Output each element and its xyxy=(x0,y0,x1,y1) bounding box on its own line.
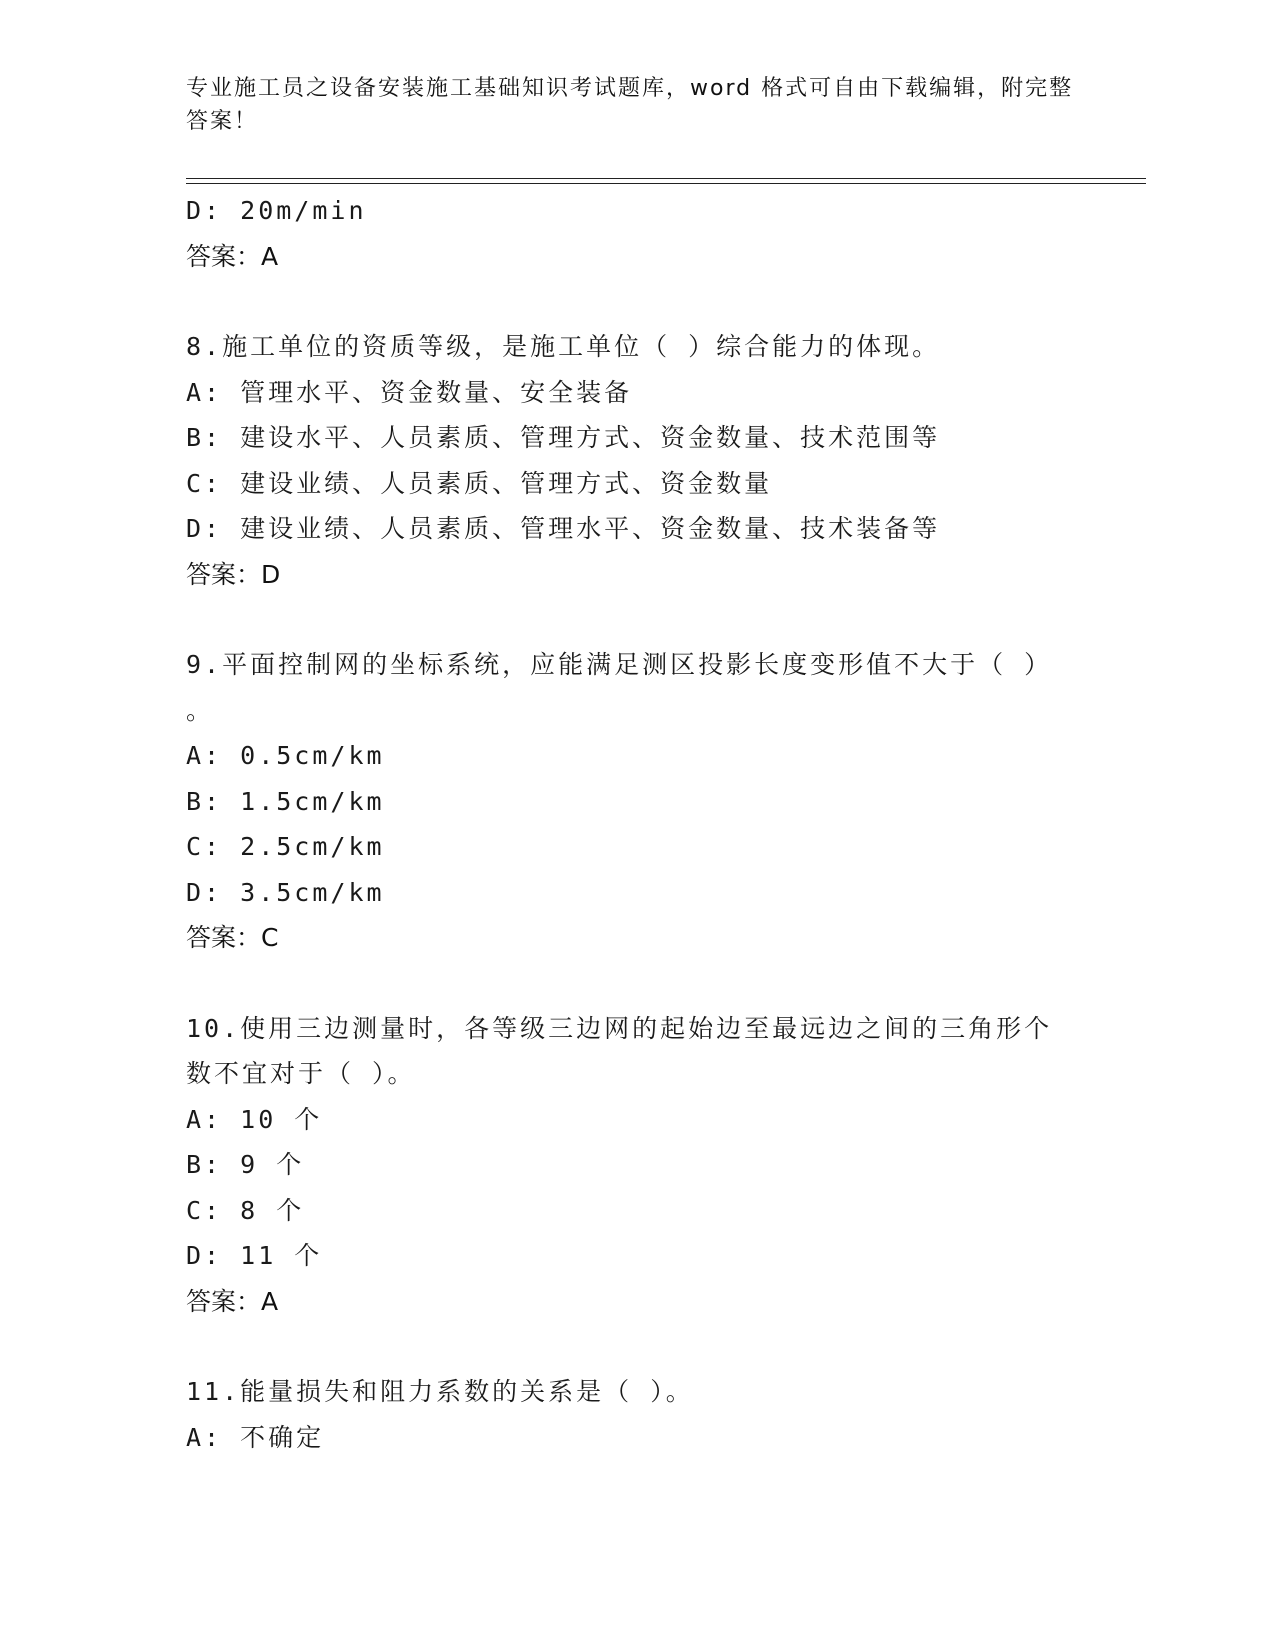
question-stem-line1: 10.使用三边测量时，各等级三边网的起始边至最远边之间的三角形个 xyxy=(186,1013,1053,1043)
question-9 xyxy=(186,642,1086,961)
question-stem: 11.能量损失和阻力系数的关系是（ ）。 xyxy=(186,1377,694,1406)
question-stem-line1: 9.平面控制网的坐标系统，应能满足测区投影长度变形值不大于（ ） xyxy=(186,650,1053,679)
document-header: 专业施工员之设备安装施工基础知识考试题库，word 格式可自由下载编辑，附完整答案！ xyxy=(186,76,1074,134)
header-rule-top xyxy=(186,178,1146,179)
question-stem-line2: 数不宜对于（ ）。 xyxy=(186,1059,416,1088)
answer: 答案：D xyxy=(186,559,281,589)
option-c: C: 建设业绩、人员素质、管理方式、资金数量 xyxy=(186,468,773,498)
answer: 答案：C xyxy=(186,923,279,952)
option-d: D: 3.5cm/km xyxy=(186,877,385,907)
option-c: C: 8 个 xyxy=(186,1195,305,1225)
question-content xyxy=(186,188,1086,1460)
question-11 xyxy=(186,1369,1086,1460)
question-8 xyxy=(186,324,1086,597)
option-a: A: 10 个 xyxy=(186,1104,323,1134)
prev-answer: 答案：A xyxy=(186,241,279,271)
question-stem-line2: 。 xyxy=(186,695,215,725)
option-a: A: 不确定 xyxy=(186,1422,325,1452)
option-b: B: 9 个 xyxy=(186,1150,305,1179)
option-b: B: 1.5cm/km xyxy=(186,786,385,816)
option-d: D: 建设业绩、人员素质、管理水平、资金数量、技术装备等 xyxy=(186,514,941,543)
option-b: B: 建设水平、人员素质、管理方式、资金数量、技术范围等 xyxy=(186,423,941,452)
option-c: C: 2.5cm/km xyxy=(186,832,385,861)
header-rule-bottom xyxy=(186,183,1146,184)
answer: 答案：A xyxy=(186,1286,279,1316)
question-10 xyxy=(186,1006,1086,1325)
option-a: A: 0.5cm/km xyxy=(186,741,385,770)
prev-option-d: D: 20m/min xyxy=(186,196,367,225)
option-d: D: 11 个 xyxy=(186,1241,323,1270)
option-a: A: 管理水平、资金数量、安全装备 xyxy=(186,377,633,407)
question-stem: 8.施工单位的资质等级，是施工单位（ ）综合能力的体现。 xyxy=(186,332,941,361)
